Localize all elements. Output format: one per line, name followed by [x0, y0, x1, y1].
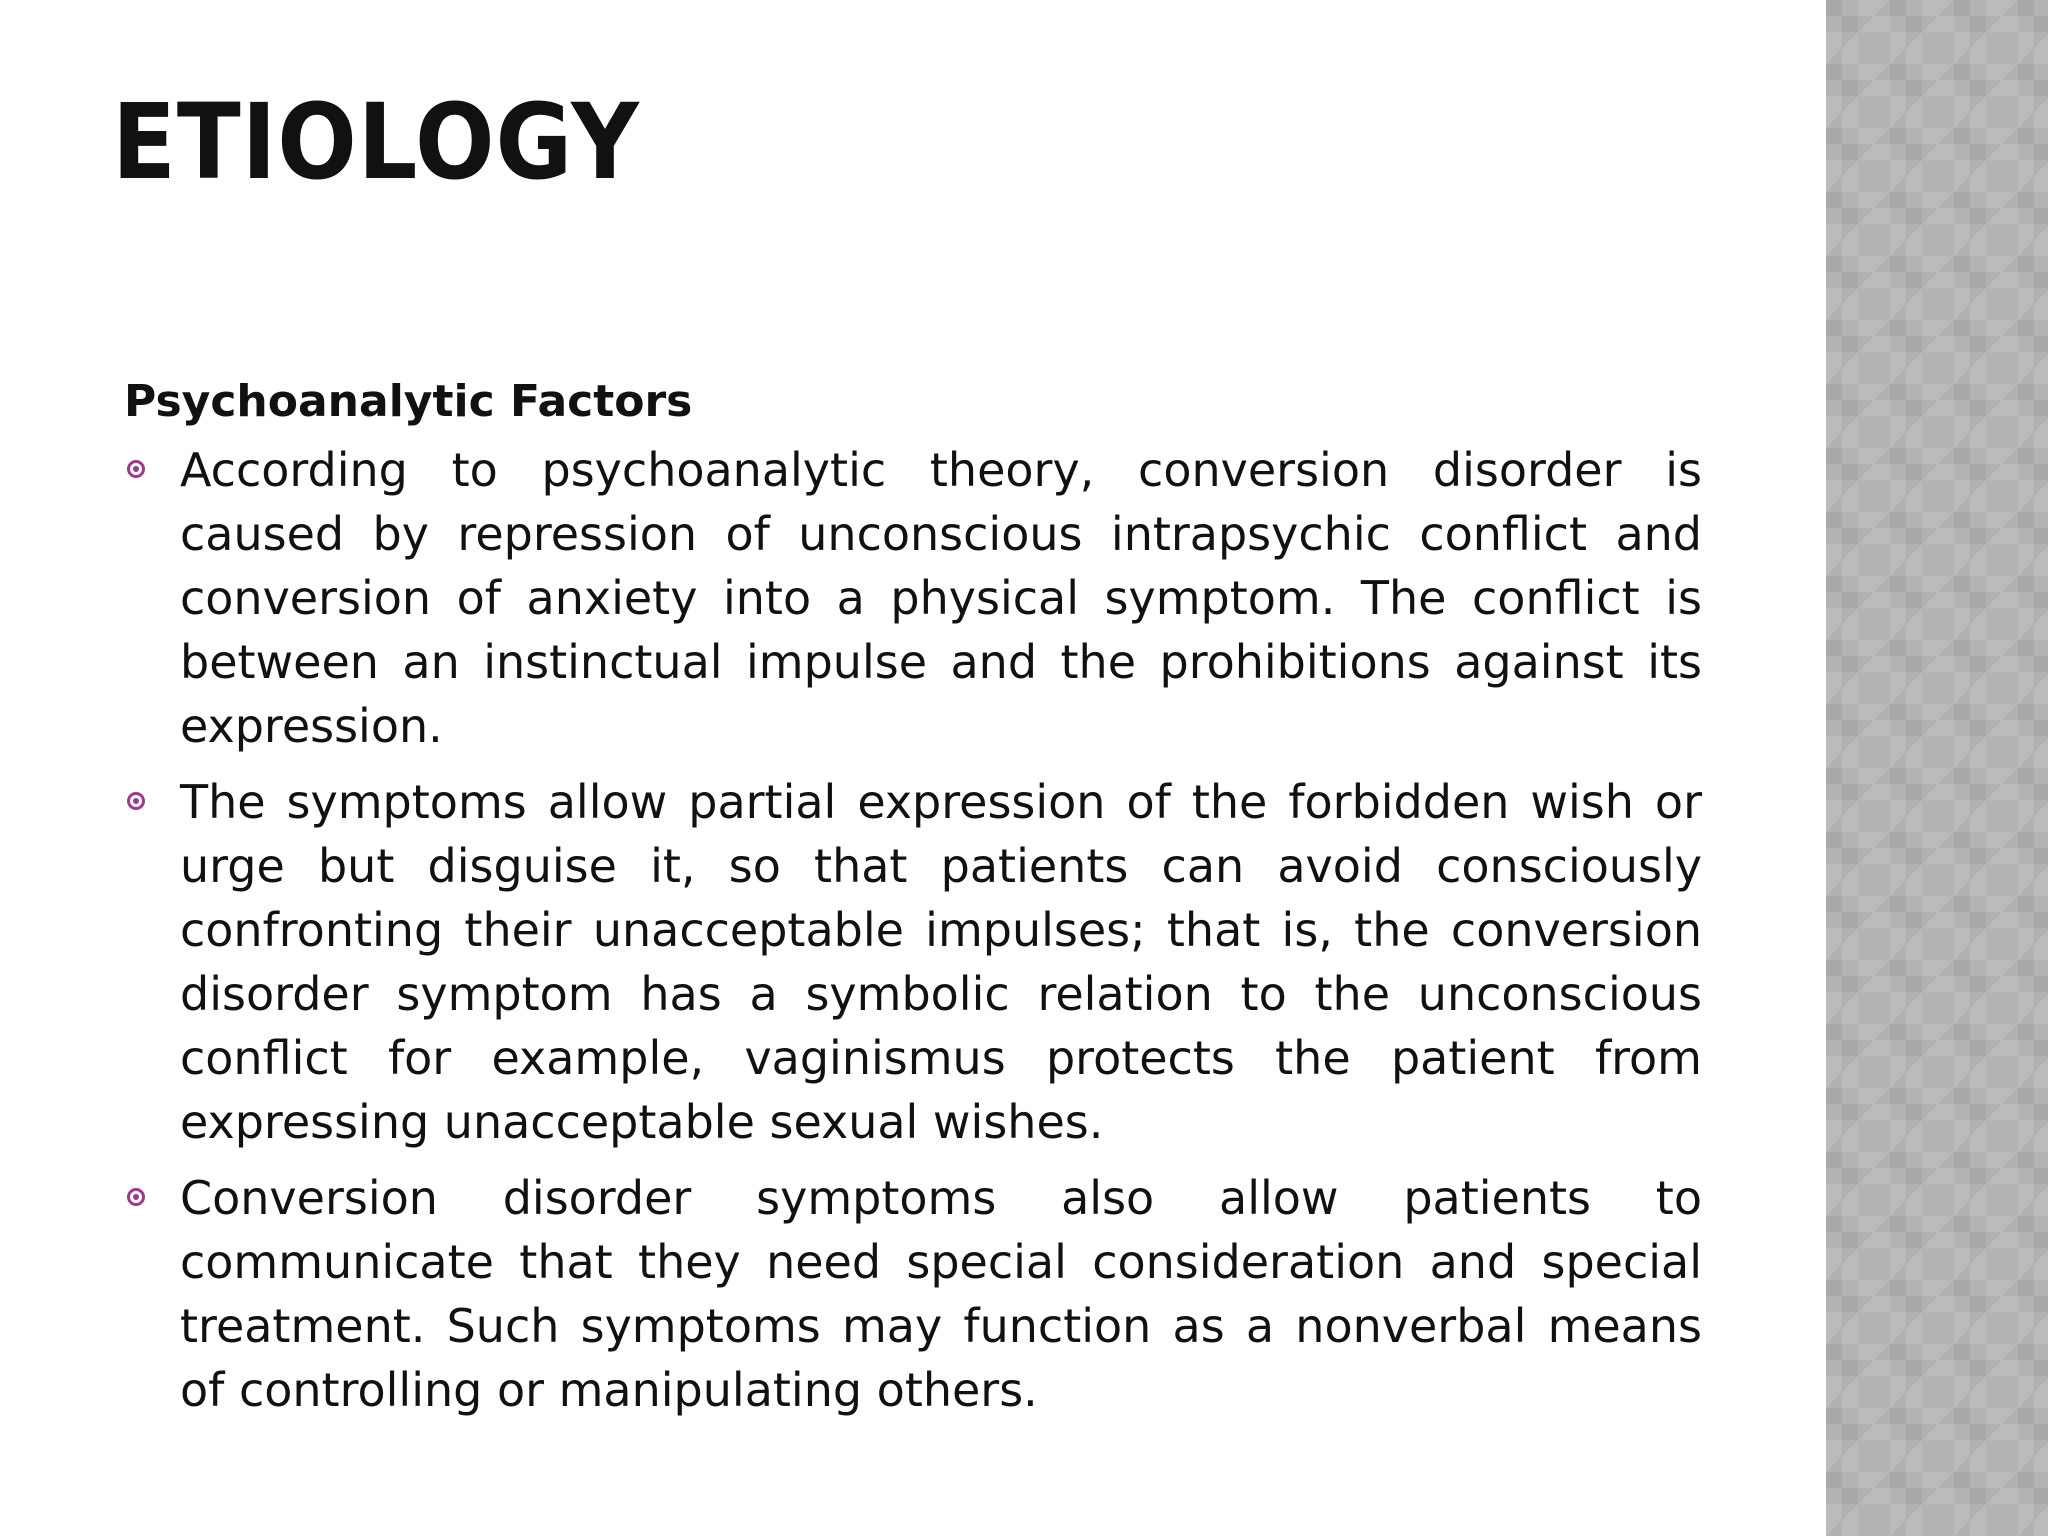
- circle-dot-icon: [127, 792, 145, 810]
- bullet-text: Conversion disorder symptoms also allow patients to communicate that they need special consideration and special treatment. Such symptoms may function as a nonverbal means of controlling or manipulating others.: [180, 1171, 1702, 1417]
- slide-title: ETIOLOGY: [112, 81, 640, 203]
- circle-dot-icon: [127, 1188, 145, 1206]
- section-heading: Psychoanalytic Factors: [124, 376, 693, 427]
- bullet-item: [124, 1166, 1702, 1422]
- bullet-item: [124, 438, 1702, 758]
- circle-dot-icon: [127, 460, 145, 478]
- bullet-text: According to psychoanalytic theory, conversion disorder is caused by repression of unconscious intrapsychic conflict and conversion of anxiety into a physical symptom. The conflict is between an instinctual impulse and the prohibitions against its expression.: [180, 443, 1702, 753]
- bullet-item: [124, 770, 1702, 1154]
- slide-content: [124, 370, 1702, 1434]
- bullet-list: [124, 438, 1702, 1422]
- bullet-text: The symptoms allow partial expression of the forbidden wish or urge but disguise it, so that patients can avoid consciously confronting their unacceptable impulses; that is, the conversion disorder symptom has a symbolic relation to the unconscious conflict for example, vaginismus protects the patient from expressing unacceptable sexual wishes.: [180, 775, 1702, 1149]
- decorative-side-panel: [1826, 0, 2048, 1536]
